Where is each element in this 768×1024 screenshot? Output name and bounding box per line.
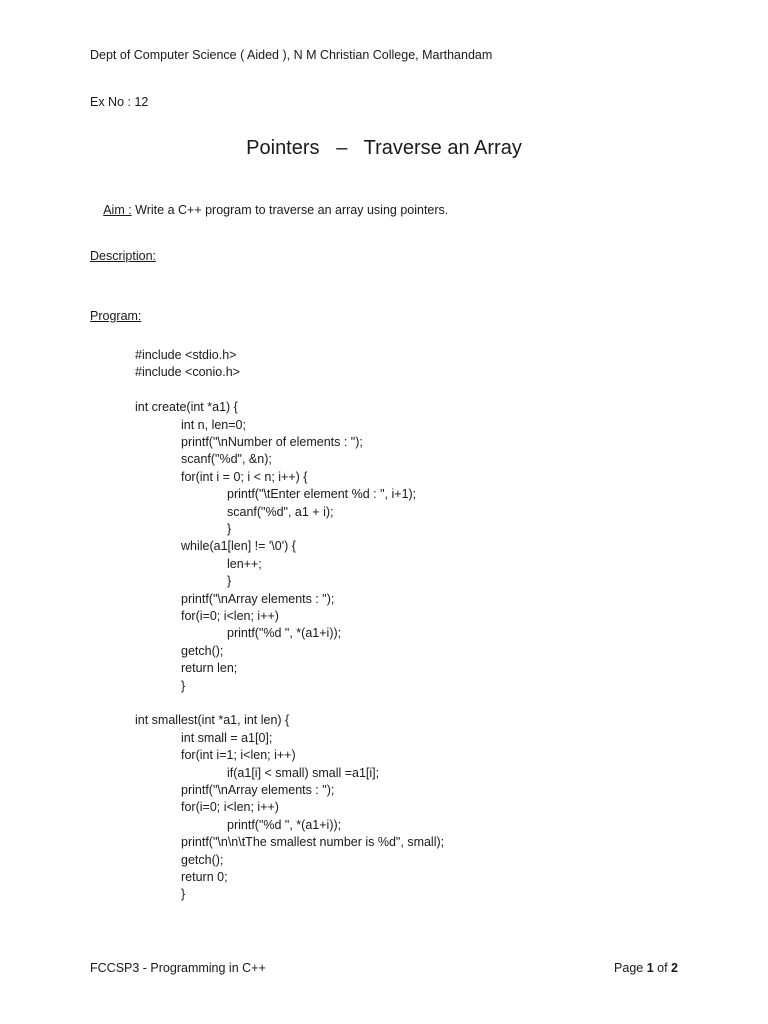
code-line: len++; xyxy=(227,556,262,571)
code-line: int n, len=0; xyxy=(181,417,246,432)
code-line: return 0; xyxy=(181,870,228,884)
exercise-number: Ex No : 12 xyxy=(90,95,149,109)
page-current: 1 xyxy=(646,961,654,975)
aim-label: Aim : xyxy=(103,203,132,217)
code-line: getch(); xyxy=(181,643,224,658)
page-prefix: Page xyxy=(614,961,647,975)
code-line: for(i=0; i<len; i++) xyxy=(181,609,279,623)
code-line: } xyxy=(181,678,186,693)
code-line: printf("\tEnter element %d : ", i+1); xyxy=(227,487,417,502)
code-line: } xyxy=(181,887,186,902)
code-line: if(a1[i] < small) small =a1[i]; xyxy=(227,765,380,780)
footer-page-number xyxy=(614,961,678,975)
code-line: while(a1[len] != '\0') { xyxy=(181,539,296,554)
code-line: printf("\nArray elements : "); xyxy=(181,591,335,606)
page-header: Dept of Computer Science ( Aided ), N M Christian College, Marthandam xyxy=(90,48,493,62)
code-line: return len; xyxy=(181,661,238,676)
code-line: scanf("%d", a1 + i); xyxy=(227,504,334,519)
code-line: printf("\n\n\tThe smallest number is %d", small); xyxy=(181,835,445,850)
code-line: for(int i = 0; i < n; i++) { xyxy=(181,469,308,484)
aim-text: Write a C++ program to traverse an array using pointers. xyxy=(131,203,449,217)
code-line: #include <stdio.h> xyxy=(135,348,237,362)
code-line: int smallest(int *a1, int len) { xyxy=(135,713,290,728)
code-line: printf("%d ", *(a1+i)); xyxy=(227,626,342,641)
code-line: printf("\nArray elements : "); xyxy=(181,783,335,797)
code-line: printf("%d ", *(a1+i)); xyxy=(227,817,342,832)
code-line: #include <conio.h> xyxy=(135,365,240,380)
aim-section xyxy=(90,189,448,231)
program-heading: Program: xyxy=(90,309,142,323)
code-line: } xyxy=(227,574,232,589)
code-line: printf("\nNumber of elements : "); xyxy=(181,435,363,449)
page-of: of xyxy=(653,961,672,975)
description-heading: Description: xyxy=(90,249,156,263)
code-line: for(int i=1; i<len; i++) xyxy=(181,748,296,763)
page-total: 2 xyxy=(671,961,678,975)
code-line: for(i=0; i<len; i++) xyxy=(181,800,279,815)
code-line: } xyxy=(227,522,232,536)
code-line: getch(); xyxy=(181,852,224,867)
code-line: scanf("%d", &n); xyxy=(181,452,272,467)
page-title: Pointers – Traverse an Array xyxy=(246,137,522,159)
code-line: int small = a1[0]; xyxy=(181,730,273,745)
code-line: int create(int *a1) { xyxy=(135,400,238,415)
footer-course: FCCSP3 - Programming in C++ xyxy=(90,961,266,975)
